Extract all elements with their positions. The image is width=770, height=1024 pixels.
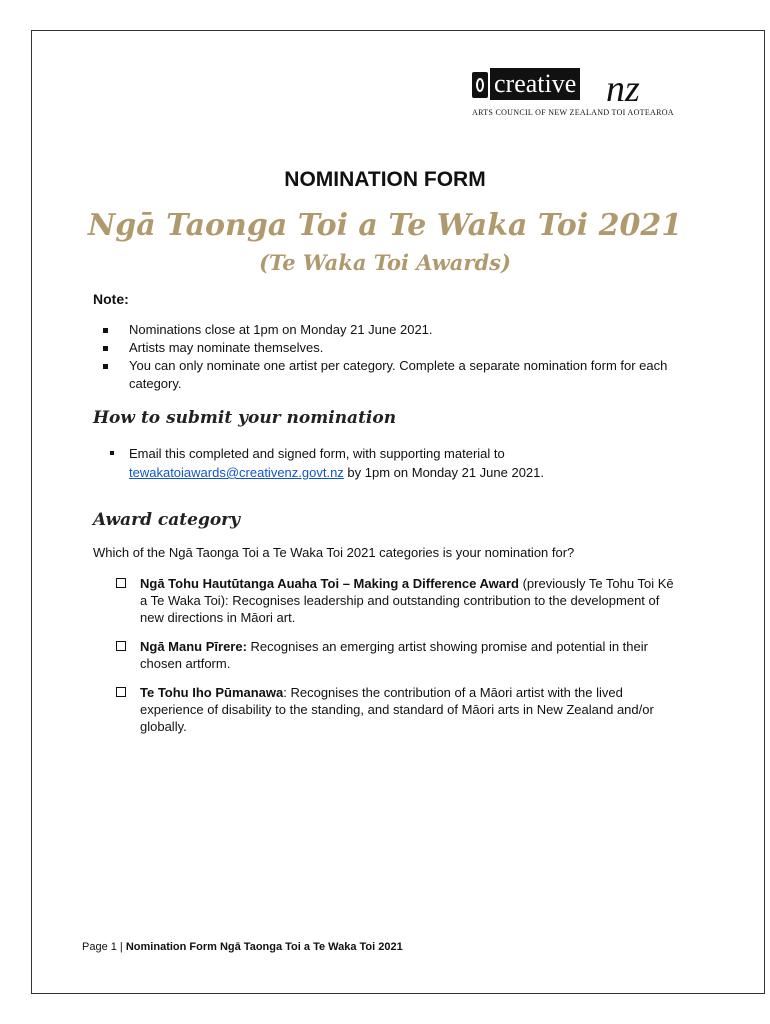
option-title: Te Tohu Iho Pūmanawa [140,685,284,700]
page-number: Page 1 [82,941,117,953]
submit-list [93,444,683,482]
logo-tagline: ARTS COUNCIL OF NEW ZEALAND TOI AOTEAROA [472,108,674,117]
email-link[interactable]: tewakatoiawards@creativenz.govt.nz [129,465,344,480]
creative-nz-logo [472,68,682,122]
logo-brand: creative [490,68,580,100]
award-option-making-a-difference [116,575,676,626]
submit-deadline: by 1pm on Monday 21 June 2021. [343,465,545,480]
page-title: Ngā Taonga Toi a Te Waka Toi 2021 [87,208,683,243]
submit-heading: How to submit your nomination [93,408,397,428]
checkbox-iho-pumanawa[interactable] [116,687,126,697]
footer-separator: | [116,941,126,953]
award-option-iho-pumanawa [116,684,676,735]
checkbox-making-a-difference[interactable] [116,578,126,588]
option-title: Ngā Manu Pīrere: [140,639,247,654]
award-option-manu-pirere [116,638,676,672]
koru-icon [472,72,488,98]
option-description: Recognises an emerging artist showing promise and potential in their chosen artform. [140,639,648,671]
page-footer [82,941,403,953]
list-item: You can only nominate one artist per category. Complete a separate nomination form for each category. [93,357,683,393]
page-subtitle: (Te Waka Toi Awards) [259,250,511,275]
option-title: Ngā Tohu Hautūtanga Auaha Toi – Making a Difference Award [140,576,519,591]
list-item [93,444,683,482]
checkbox-manu-pirere[interactable] [116,641,126,651]
option-description: : Recognises the contribution of a Māori artist with the lived experience of disability to the standing, and standard of Māori arts in New Zealand and/or globally. [140,685,654,734]
list-item: Nominations close at 1pm on Monday 21 June 2021. [93,321,683,339]
submit-instruction: Email this completed and signed form, with supporting material to [129,446,505,461]
logo-brand-suffix: nz [606,68,640,110]
list-item: Artists may nominate themselves. [93,339,683,357]
note-list [93,321,683,393]
option-description: (previously Te Tohu Toi Kē a Te Waka Toi): Recognises leadership and outstanding contribution to the development of new directions in Māori art. [140,576,674,625]
award-heading: Award category [93,510,241,530]
form-heading: NOMINATION FORM [284,168,486,191]
award-question: Which of the Ngā Taonga Toi a Te Waka Toi 2021 categories is your nomination for? [93,545,575,560]
note-label: Note: [93,291,129,307]
footer-doc-title: Nomination Form Ngā Taonga Toi a Te Waka Toi 2021 [125,941,403,953]
